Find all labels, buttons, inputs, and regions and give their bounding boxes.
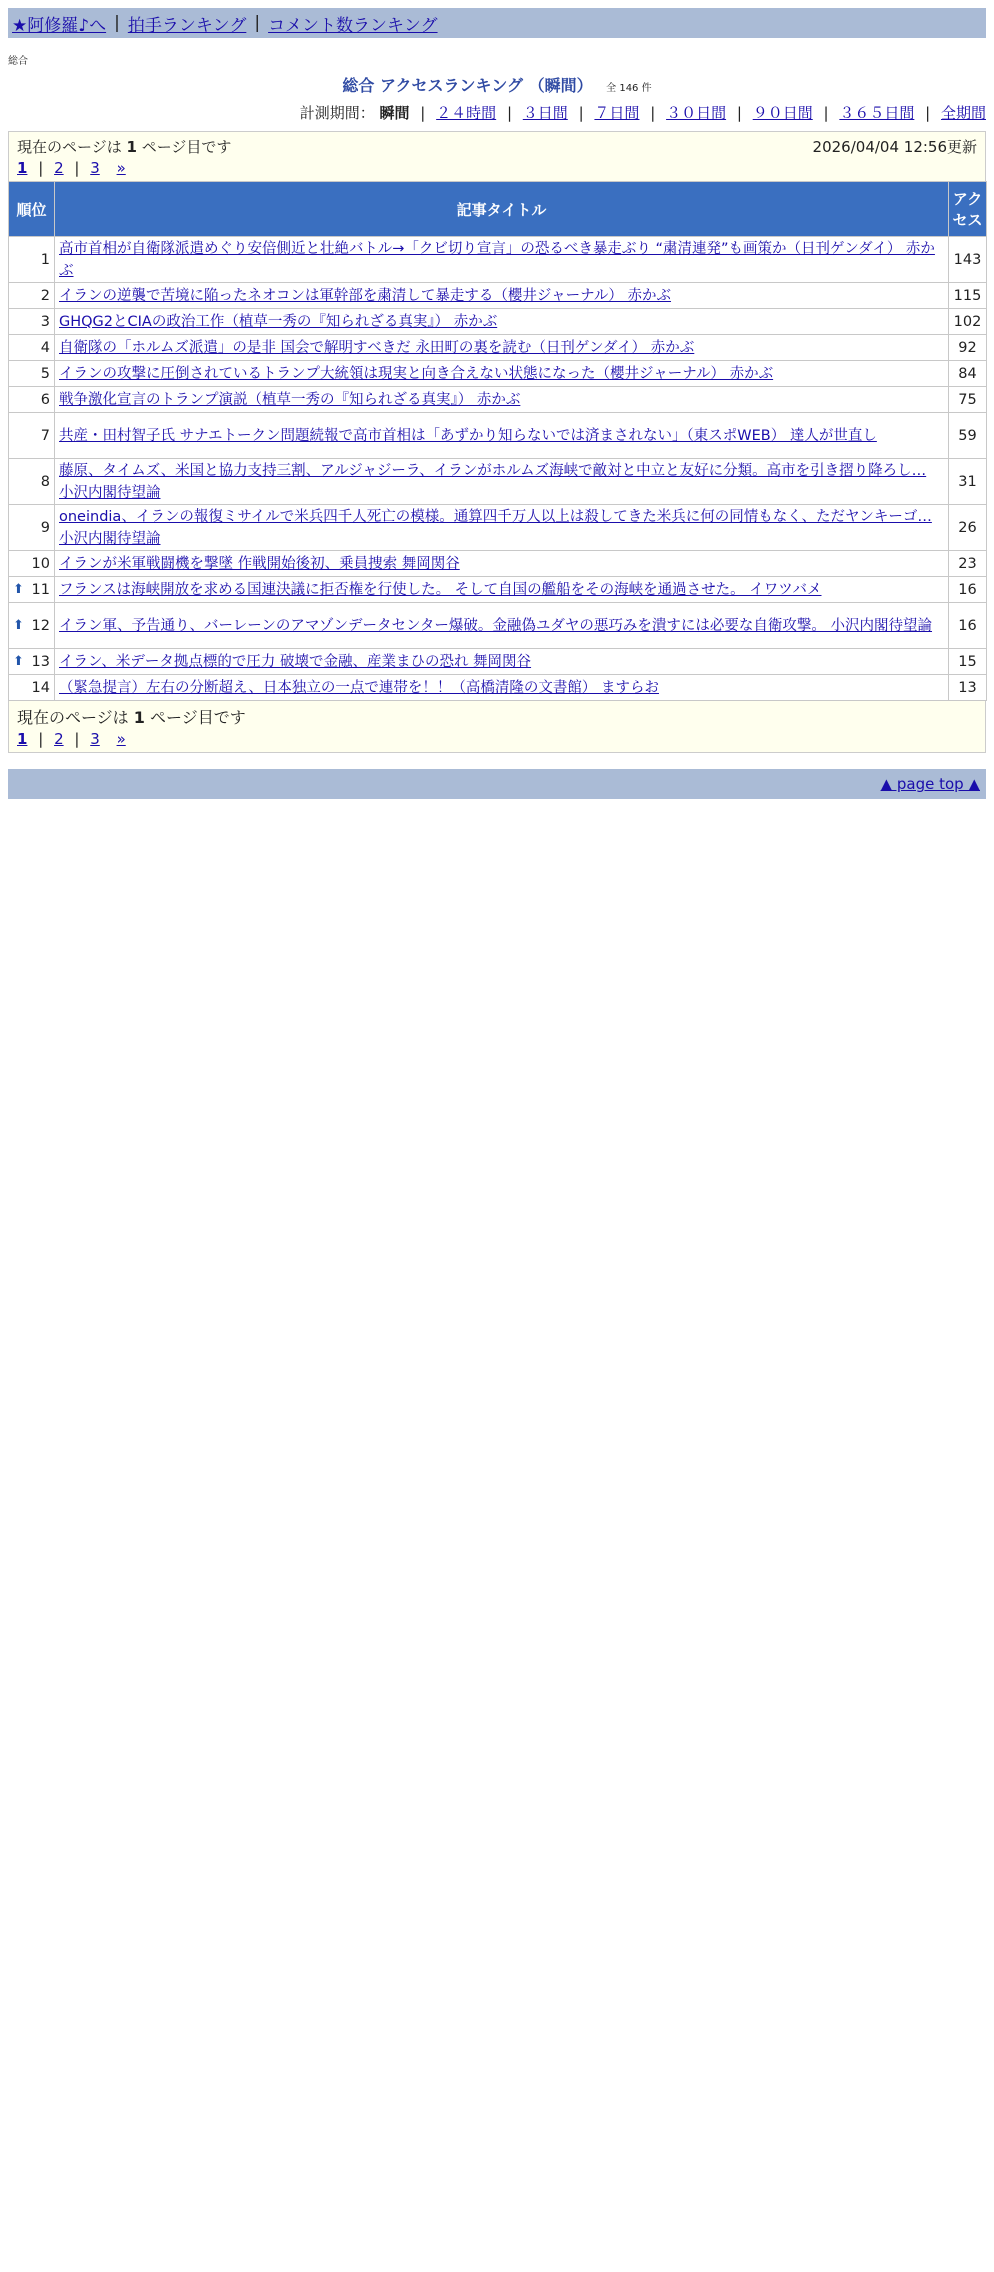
title-cell [55,309,949,335]
rank-number: 12 [31,617,50,634]
access-count: 23 [949,551,987,577]
article-title-link[interactable]: 藤原、タイムズ、米国と協力支持三割、アルジャジーラ、イランがホルムズ海峡で敵対と中立と友好に分類。高市を引き摺り降ろし… 小沢内閣待望論 [59,462,927,501]
period-365d[interactable]: ３６５日間 [839,104,915,122]
pager-current[interactable]: 1 [17,730,28,748]
access-count: 13 [949,675,987,701]
page-category-label: 総合 [8,56,28,67]
access-count: 31 [949,459,987,505]
pager-next[interactable]: » [116,159,126,177]
clap-ranking-link[interactable]: 拍手ランキング [127,15,247,36]
pager-page-2[interactable]: 2 [54,730,64,748]
article-title-link[interactable]: イラン、米データ拠点標的で圧力 破壊で金融、産業まひの恐れ 舞岡関谷 [59,653,532,670]
rank-number: 6 [40,391,50,408]
table-row [9,649,987,675]
article-title-link[interactable]: 自衛隊の「ホルムズ派遣」の是非 国会で解明すべきだ 永田町の裏を読む（日刊ゲンダイ） 赤かぶ [59,339,695,356]
table-row [9,603,987,649]
period-current: 瞬間 [379,104,410,122]
access-count: 59 [949,413,987,459]
rank-number: 10 [31,555,50,572]
table-row [9,283,987,309]
period-3d[interactable]: ３日間 [522,104,568,122]
rank-cell [9,675,55,701]
rank-number: 11 [31,581,50,598]
title-cell [55,413,949,459]
rank-number: 1 [40,251,50,268]
period-7d[interactable]: ７日間 [594,104,640,122]
table-row [9,577,987,603]
table-row [9,675,987,701]
access-count: 115 [949,283,987,309]
table-row [9,237,987,283]
article-title-link[interactable]: 高市首相が自衛隊派遣めぐり安倍側近と壮絶バトル→「クビ切り宣言」の恐るべき暴走ぶり “粛清連発”も画策か（日刊ゲンダイ） 赤かぶ [59,240,935,279]
ranking-table [8,181,987,701]
rank-cell [9,577,55,603]
rank-number: 7 [40,427,50,444]
access-count: 84 [949,361,987,387]
access-count: 15 [949,649,987,675]
table-row [9,459,987,505]
article-title-link[interactable]: （緊急提言）左右の分断超え、日本独立の一点で連帯を！！（高橋清隆の文書館） ますらお [59,679,659,696]
title-cell [55,335,949,361]
article-title-link[interactable]: イラン軍、予告通り、バーレーンのアマゾンデータセンター爆破。金融偽ユダヤの悪巧みを潰すには必要な自衛攻撃。 小沢内閣待望論 [59,617,933,634]
table-row [9,413,987,459]
access-count: 26 [949,505,987,551]
hits-header: アクセス [949,182,987,237]
rank-cell [9,551,55,577]
rank-cell [9,505,55,551]
title-cell [55,283,949,309]
page-top-link[interactable]: ▲ page top ▲ [880,775,980,793]
table-row [9,505,987,551]
table-row [9,335,987,361]
nav-separator: | [114,13,120,33]
pager-next[interactable]: » [116,730,126,748]
table-row [9,551,987,577]
rank-header: 順位 [9,182,55,237]
pager-page-3[interactable]: 3 [90,730,100,748]
title-cell [55,361,949,387]
home-link[interactable]: ★阿修羅♪へ [12,15,107,36]
access-count: 16 [949,577,987,603]
rank-cell [9,413,55,459]
title-cell [55,387,949,413]
table-row [9,361,987,387]
rank-cell [9,649,55,675]
rank-cell [9,309,55,335]
rank-cell [9,335,55,361]
updated-timestamp: 2026/04/04 12:56更新 [812,138,977,156]
pager-current[interactable]: 1 [17,159,28,177]
rank-cell [9,361,55,387]
pager: 1 | 2 | 3 » [17,159,126,177]
page-info [8,131,986,181]
title-cell [55,675,949,701]
table-row [9,309,987,335]
rank-cell [9,459,55,505]
rank-number: 2 [40,287,50,304]
title-cell [55,505,949,551]
table-row [9,387,987,413]
rank-up-arrow-icon: ⬆ [13,581,24,597]
title-cell [55,551,949,577]
rank-cell [9,237,55,283]
rank-up-arrow-icon: ⬆ [13,653,24,669]
access-count: 75 [949,387,987,413]
title-cell [55,649,949,675]
title-cell [55,237,949,283]
article-title-link[interactable]: フランスは海峡開放を求める国連決議に拒否権を行使した。 そして自国の艦船をその海峡を通過させた。 イワツバメ [59,581,822,598]
rank-number: 14 [31,679,50,696]
period-label: 計測期間： [299,104,375,122]
title-cell [55,603,949,649]
access-count: 102 [949,309,987,335]
rank-number: 5 [40,365,50,382]
total-count: 全 146 件 [606,83,652,94]
ranking-title: 総合 アクセスランキング （瞬間） [342,76,593,95]
rank-cell [9,387,55,413]
period-selector: 計測期間： 瞬間 | ２４時間 | ３日間 | ７日間 | ３０日間 | ９０日間 | ３６５日間 | 全期間 [299,104,986,122]
page-title [0,73,994,96]
rank-number: 8 [40,473,50,490]
top-nav [8,8,986,38]
rank-cell [9,283,55,309]
access-count: 92 [949,335,987,361]
rank-cell [9,603,55,649]
rank-up-arrow-icon: ⬆ [13,617,24,633]
footer-pager: 1 | 2 | 3 » [17,730,126,748]
title-cell [55,459,949,505]
article-title-link[interactable]: イランの逆襲で苦境に陥ったネオコンは軍幹部を粛清して暴走する（櫻井ジャーナル） 赤かぶ [59,287,672,304]
current-page-text: 現在のページは 1 ページ目です [17,138,232,156]
title-cell [55,577,949,603]
article-title-link[interactable]: 共産・田村智子氏 サナエトークン問題続報で高市首相は「あずかり知らないでは済まされない」（東スポWEB） 達人が世直し [59,427,877,444]
rank-number: 4 [40,339,50,356]
title-header: 記事タイトル [55,182,949,237]
comment-ranking-link[interactable]: コメント数ランキング [268,15,438,36]
article-title-link[interactable]: oneindia、イランの報復ミサイルで米兵四千人死亡の模様。通算四千万人以上は殺してきた米兵に何の同情もなく、ただヤンキーゴ… 小沢内閣待望論 [59,508,932,547]
rank-number: 3 [40,313,50,330]
period-90d[interactable]: ９０日間 [752,104,813,122]
pager-page-2[interactable]: 2 [54,159,64,177]
footer-page-info: 現在のページは 1 ページ目です 1 | 2 | 3 » [8,701,986,753]
rank-number: 13 [31,653,50,670]
page-top-bar [8,769,986,799]
access-count: 143 [949,237,987,283]
article-title-link[interactable]: 戦争激化宣言のトランプ演説（植草一秀の『知られざる真実』） 赤かぶ [59,391,521,408]
rank-number: 9 [40,519,50,536]
nav-separator: | [254,13,261,33]
article-title-link[interactable]: GHQG2とCIAの政治工作（植草一秀の『知られざる真実』） 赤かぶ [59,313,498,330]
pager-page-3[interactable]: 3 [90,159,100,177]
period-24h[interactable]: ２４時間 [436,104,497,122]
ranking-rows [9,237,987,701]
article-title-link[interactable]: イランの攻撃に圧倒されているトランプ大統領は現実と向き合えない状態になった（櫻井ジャーナル） 赤かぶ [59,365,774,382]
access-count: 16 [949,603,987,649]
article-title-link[interactable]: イランが米軍戦闘機を撃墜 作戦開始後初、乗員捜索 舞岡関谷 [59,555,460,572]
period-30d[interactable]: ３０日間 [666,104,727,122]
period-all[interactable]: 全期間 [940,104,986,122]
